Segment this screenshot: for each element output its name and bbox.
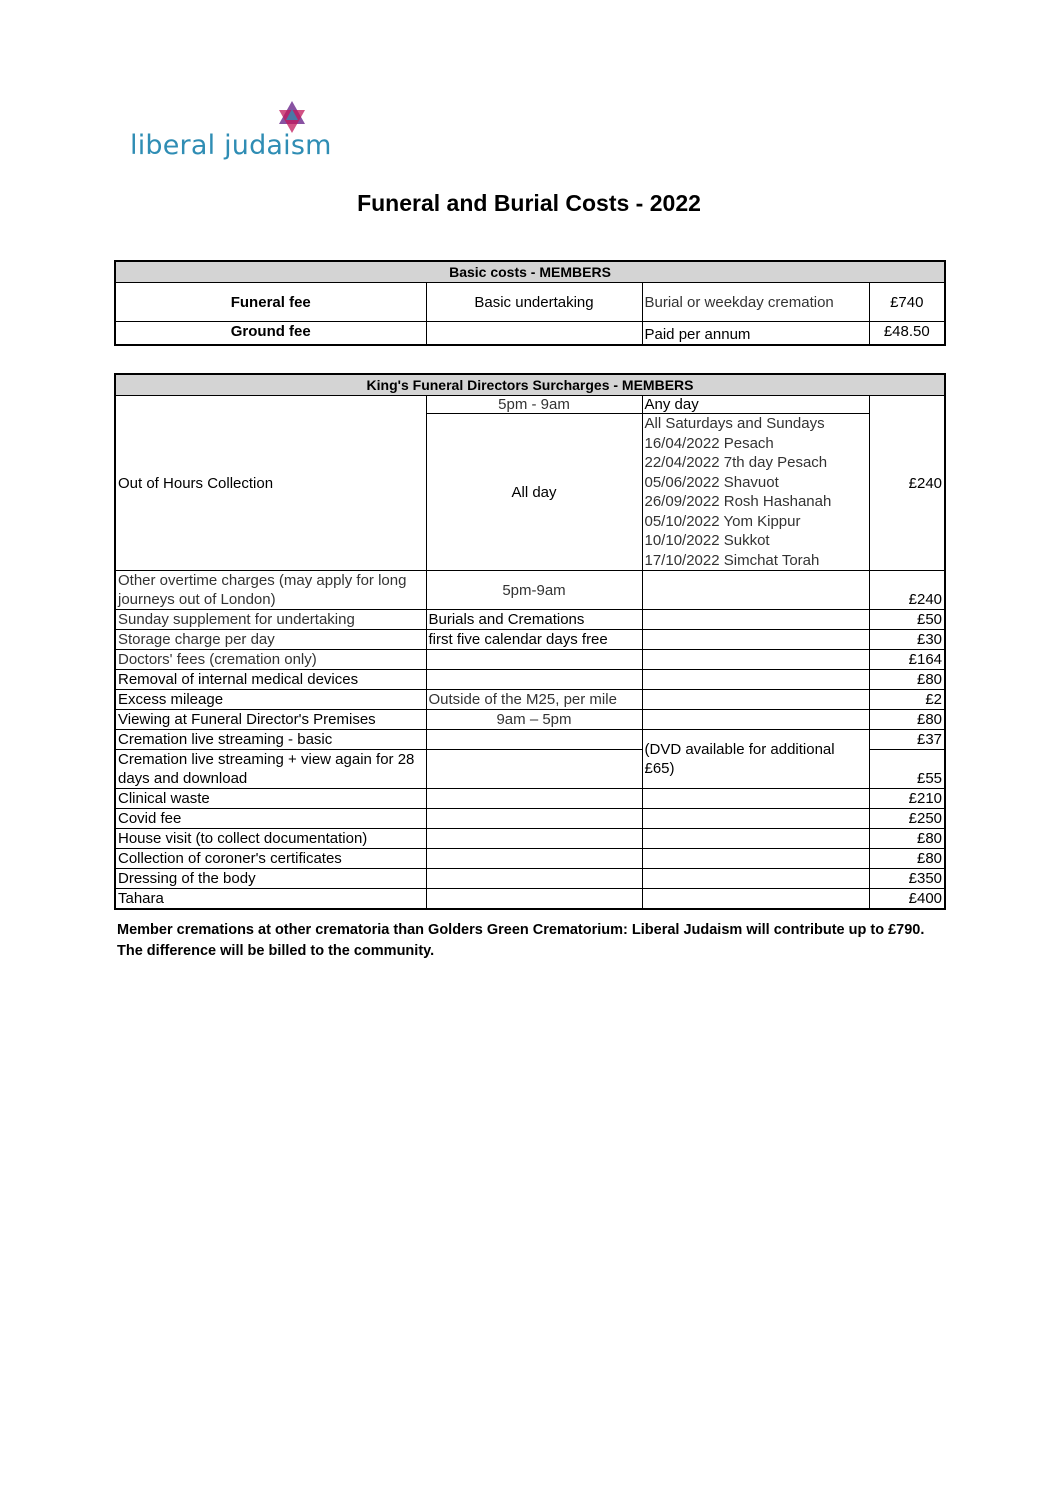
star-of-david-icon	[276, 100, 308, 134]
streaming-full-detail	[426, 750, 642, 789]
row-note	[642, 869, 869, 889]
row-note	[642, 789, 869, 809]
holiday-item: All Saturdays and Sundays	[644, 415, 825, 432]
row-detail	[426, 670, 642, 690]
basic-costs-header: Basic costs - MEMBERS	[115, 261, 945, 283]
row-price: £50	[869, 610, 945, 630]
row-note	[642, 889, 869, 910]
row-item: Doctors' fees (cremation only)	[115, 650, 426, 670]
holiday-item: 05/06/2022 Shavuot	[644, 473, 779, 491]
ground-fee-label: Ground fee	[115, 322, 426, 346]
streaming-basic-price: £37	[869, 730, 945, 750]
row-note	[642, 849, 869, 869]
table-row	[115, 730, 945, 750]
row-note	[642, 829, 869, 849]
out-of-hours-when1: Any day	[642, 396, 869, 414]
table-row	[115, 869, 945, 889]
row-price: £30	[869, 630, 945, 650]
row-detail	[426, 650, 642, 670]
ground-fee-price: £48.50	[869, 322, 945, 346]
footnote: Member cremations at other crematoria than Golders Green Crematorium: Liberal Judaism will contribute up to £790. The difference will be billed to the community.	[117, 922, 925, 959]
row-detail	[426, 889, 642, 910]
holiday-item: 16/04/2022 Pesach	[644, 434, 774, 452]
row-note	[642, 690, 869, 710]
row-price: £164	[869, 650, 945, 670]
liberal-judaism-logo	[130, 100, 350, 170]
row-item: Viewing at Funeral Director's Premises	[115, 710, 426, 730]
row-item: Dressing of the body	[115, 869, 426, 889]
row-detail	[426, 869, 642, 889]
row-price: £2	[869, 690, 945, 710]
table-row	[115, 889, 945, 910]
streaming-basic-detail	[426, 730, 642, 750]
funeral-fee-note: Burial or weekday cremation	[642, 283, 869, 322]
ground-fee-note: Paid per annum	[642, 322, 869, 346]
row-note	[642, 809, 869, 829]
row-detail	[426, 789, 642, 809]
out-of-hours-price: £240	[869, 396, 945, 571]
holiday-item: 22/04/2022 7th day Pesach	[644, 454, 828, 471]
row-item: Storage charge per day	[115, 630, 426, 650]
row-item: Collection of coroner's certificates	[115, 849, 426, 869]
row-item: Removal of internal medical devices	[115, 670, 426, 690]
logo-text: liberal judaism	[130, 130, 332, 161]
out-of-hours-time2: All day	[426, 414, 642, 571]
out-of-hours-time1: 5pm - 9am	[426, 396, 642, 414]
table-row	[115, 809, 945, 829]
row-price: £80	[869, 849, 945, 869]
overtime-price: £240	[869, 571, 945, 610]
row-detail	[426, 809, 642, 829]
row-item: House visit (to collect documentation)	[115, 829, 426, 849]
table-row	[115, 630, 945, 650]
table-row	[115, 571, 945, 610]
row-price: £400	[869, 889, 945, 910]
row-note	[642, 710, 869, 730]
row-note	[642, 670, 869, 690]
row-item: Excess mileage	[115, 690, 426, 710]
row-note	[642, 650, 869, 670]
overtime-label: Other overtime charges (may apply for long journeys out of London)	[115, 571, 426, 610]
table-row	[115, 690, 945, 710]
row-detail: first five calendar days free	[426, 630, 642, 650]
row-price: £250	[869, 809, 945, 829]
out-of-hours-label: Out of Hours Collection	[115, 396, 426, 571]
row-detail: Outside of the M25, per mile	[426, 690, 642, 710]
table-row	[115, 650, 945, 670]
row-price: £80	[869, 710, 945, 730]
holiday-item: 10/10/2022 Sukkot	[644, 532, 770, 549]
table-row	[115, 829, 945, 849]
streaming-basic-label: Cremation live streaming - basic	[115, 730, 426, 750]
row-detail: Burials and Cremations	[426, 610, 642, 630]
surcharges-header: King's Funeral Directors Surcharges - MEMBERS	[115, 374, 945, 396]
row-item: Covid fee	[115, 809, 426, 829]
row-price: £80	[869, 829, 945, 849]
row-note	[642, 610, 869, 630]
table-row	[115, 283, 945, 322]
row-price: £350	[869, 869, 945, 889]
row-price: £80	[869, 670, 945, 690]
row-detail	[426, 849, 642, 869]
streaming-full-price: £55	[869, 750, 945, 789]
overtime-detail: 5pm-9am	[426, 571, 642, 610]
holiday-list	[642, 414, 869, 571]
holiday-item: 26/09/2022 Rosh Hashanah	[644, 493, 832, 510]
holiday-item: 05/10/2022 Yom Kippur	[644, 512, 801, 530]
row-item: Clinical waste	[115, 789, 426, 809]
surcharges-table	[114, 373, 946, 910]
table-row	[115, 322, 945, 346]
ground-fee-detail	[426, 322, 642, 346]
funeral-fee-label: Funeral fee	[115, 283, 426, 322]
funeral-fee-price: £740	[869, 283, 945, 322]
row-detail	[426, 829, 642, 849]
row-price: £210	[869, 789, 945, 809]
table-row	[115, 849, 945, 869]
page-title: Funeral and Burial Costs - 2022	[357, 190, 701, 216]
row-item: Tahara	[115, 889, 426, 910]
row-detail: 9am – 5pm	[426, 710, 642, 730]
row-item: Sunday supplement for undertaking	[115, 610, 426, 630]
table-row	[115, 396, 945, 414]
overtime-note	[642, 571, 869, 610]
table-row	[115, 789, 945, 809]
table-row	[115, 610, 945, 630]
basic-costs-table	[114, 260, 946, 346]
holiday-item: 17/10/2022 Simchat Torah	[644, 551, 820, 569]
streaming-note: (DVD available for additional £65)	[642, 730, 869, 789]
funeral-fee-detail: Basic undertaking	[426, 283, 642, 322]
row-note	[642, 630, 869, 650]
table-row	[115, 670, 945, 690]
streaming-full-label: Cremation live streaming + view again for 28 days and download	[115, 750, 426, 789]
table-row	[115, 710, 945, 730]
